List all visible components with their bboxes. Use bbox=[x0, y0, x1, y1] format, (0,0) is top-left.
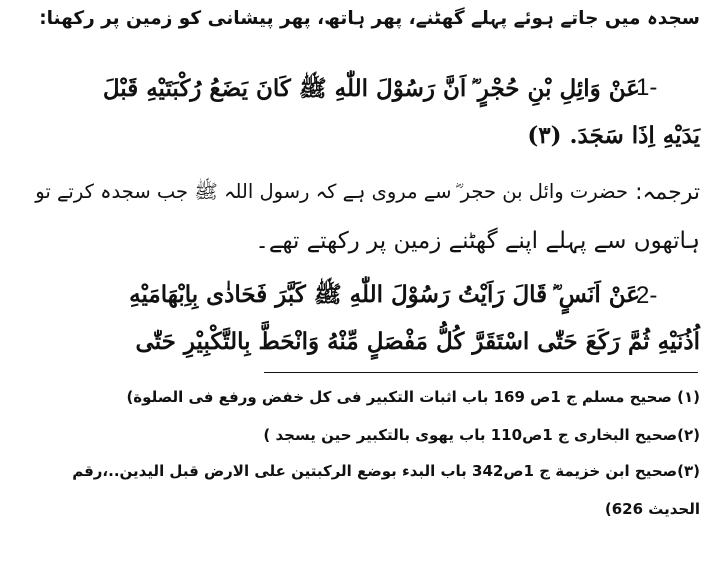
footnote-2: (٢)صحيح البخارى ج 1ص110 باب يهوى بالتكبير حين يسجد ) bbox=[263, 426, 700, 444]
footnote-3-line-2: الحديث 626) bbox=[604, 500, 700, 518]
translation-line-2: ہاتھوں سے پہلے اپنے گھٹنے زمین پر رکھتے تھے۔ bbox=[255, 228, 700, 254]
section-heading: سجدہ میں جاتے ہوئے پہلے گھٹنے، پھر ہاتھ، پھر پیشانی کو زمین پر رکھنا: bbox=[39, 8, 700, 29]
footnote-divider bbox=[264, 372, 698, 373]
hadith-2-number: 2- bbox=[636, 282, 658, 309]
hadith-2-arabic-line-2: اُذُنَيْهِ ثُمَّ رَكَعَ حَتّٰى اسْتَقَرَّ كُلُّ مَفْصَلٍ مِّنْهُ وَانْحَطَّ بِالتَّكْبِيْرِ حَتّٰى bbox=[135, 328, 700, 355]
hadith-1-number: 1- bbox=[636, 74, 658, 101]
hadith-1-arabic-line-1: عَنْ وَائِلِ بْنِ حُجْرٍ ؓ اَنَّ رَسُوْلَ اللّٰهِ ﷺ كَانَ يَضَعُ رُكْبَتَيْهِ قَبْلَ bbox=[102, 75, 640, 102]
footnote-3-line-1: (٣)صحيح ابن خزيمة ج 1ص342 باب البدء بوضع الركبتين على الارض قبل اليدين..،رقم bbox=[72, 462, 700, 480]
hadith-1-arabic-line-2: يَدَيْهِ اِذَا سَجَدَ. (٣) bbox=[527, 122, 700, 149]
translation-label: ترجمہ: bbox=[635, 180, 700, 205]
hadith-2-arabic-line-1: عَنْ اَنَسٍ ؓ قَالَ رَاَيْتُ رَسُوْلَ اللّٰهِ ﷺ كَبَّرَ فَحَاذٰى بِاِبْهَامَيْهِ bbox=[129, 281, 640, 308]
translation-line-1: حضرت وائل بن حجر ؓ سے مروی ہے کہ رسول اللہ ﷺ جب سجدہ کرتے تو bbox=[35, 180, 628, 203]
footnote-1: (١) صحيح مسلم ج 1ص 169 باب اثبات التكبير فى كل خفض ورفع فى الصلوة) bbox=[126, 388, 700, 406]
